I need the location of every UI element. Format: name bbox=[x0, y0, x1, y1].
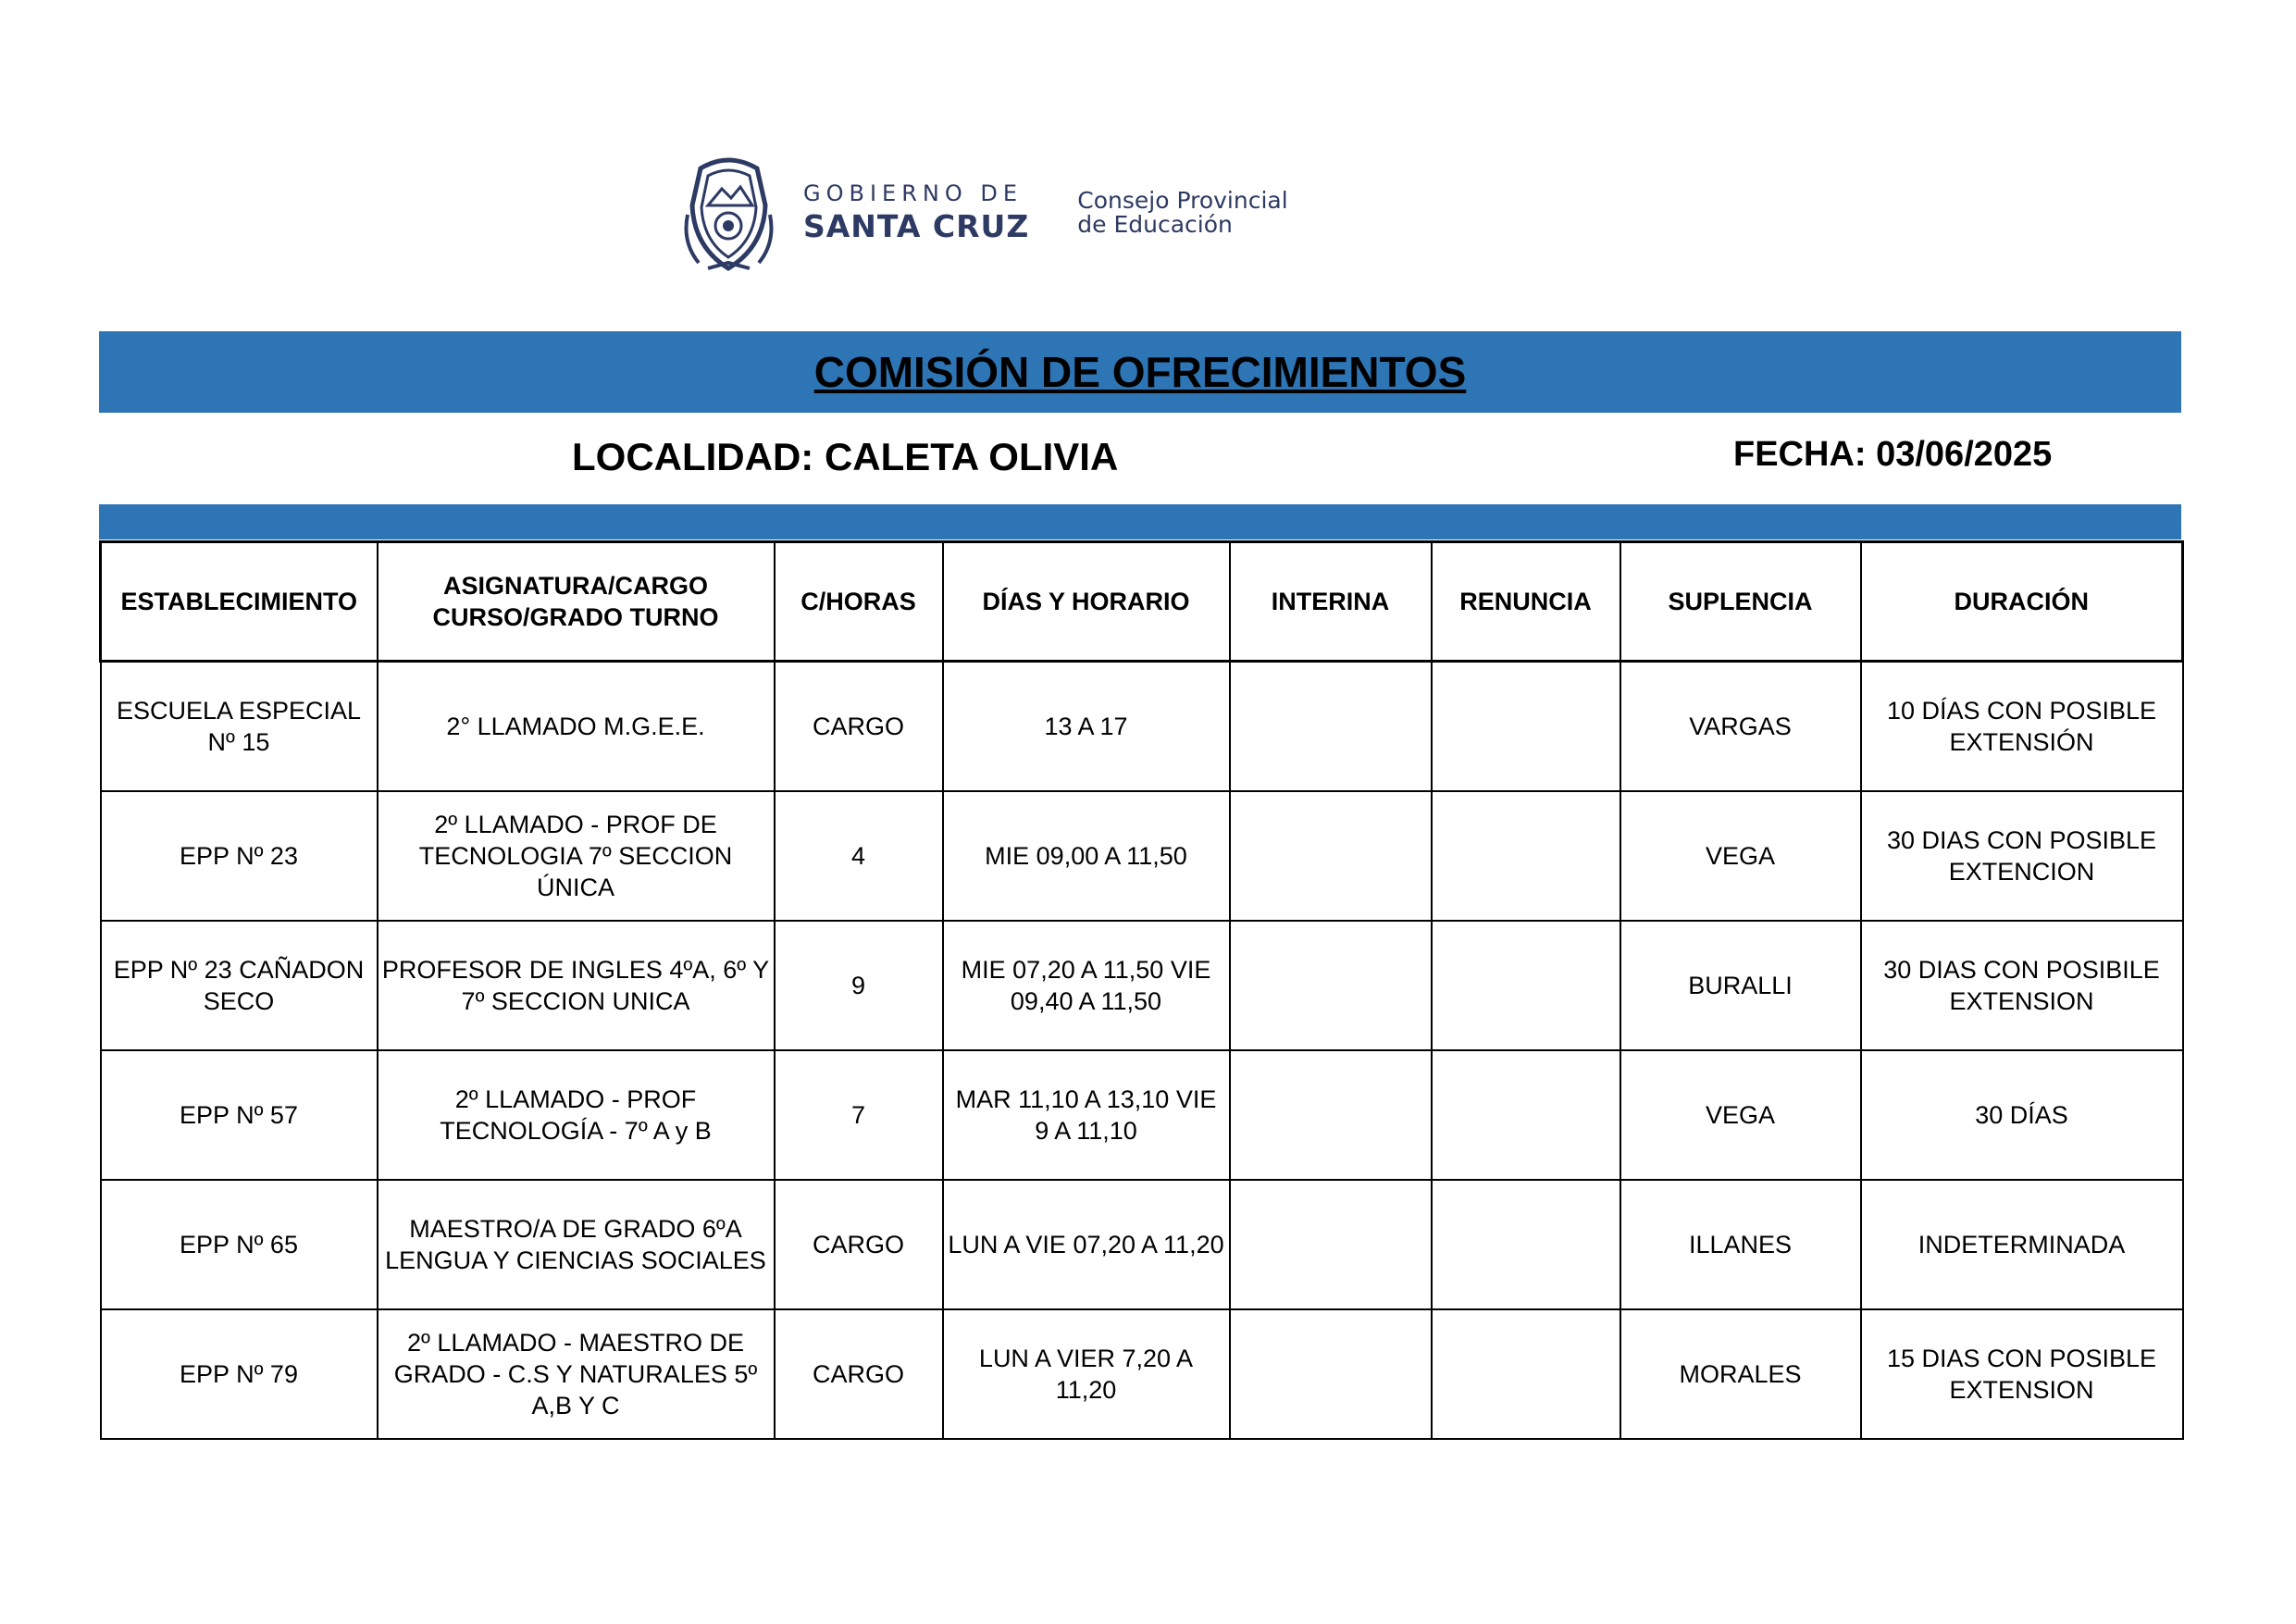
cell-interina bbox=[1230, 921, 1432, 1050]
cell-horas: CARGO bbox=[775, 662, 943, 792]
cell-interina bbox=[1230, 1180, 1432, 1309]
cell-duracion: 30 DÍAS bbox=[1861, 1050, 2183, 1180]
cell-duracion: 30 DIAS CON POSIBILE EXTENSION bbox=[1861, 921, 2183, 1050]
header-horas: C/HORAS bbox=[775, 542, 943, 662]
council-line2: de Educación bbox=[1077, 210, 1233, 238]
cell-renuncia bbox=[1432, 1309, 1620, 1439]
cell-dias-horario: MIE 09,00 A 11,50 bbox=[943, 791, 1230, 921]
cell-suplencia: VEGA bbox=[1620, 1050, 1861, 1180]
cell-horas: CARGO bbox=[775, 1309, 943, 1439]
gov-line2: SANTA CRUZ bbox=[803, 208, 1030, 244]
cell-duracion: 10 DÍAS CON POSIBLE EXTENSIÓN bbox=[1861, 662, 2183, 792]
table-row bbox=[101, 1050, 2183, 1180]
offers-table bbox=[99, 540, 2184, 1440]
cell-renuncia bbox=[1432, 791, 1620, 921]
province-seal-icon bbox=[680, 150, 777, 275]
cell-dias-horario: 13 A 17 bbox=[943, 662, 1230, 792]
header-establecimiento: ESTABLECIMIENTO bbox=[101, 542, 378, 662]
page-title: COMISIÓN DE OFRECIMIENTOS bbox=[813, 348, 1467, 396]
cell-asignatura: PROFESOR DE INGLES 4ºA, 6º Y 7º SECCION UNICA bbox=[378, 921, 775, 1050]
table-row bbox=[101, 1309, 2183, 1439]
cell-establecimiento: EPP Nº 57 bbox=[101, 1050, 378, 1180]
cell-horas: 4 bbox=[775, 791, 943, 921]
cell-establecimiento: EPP Nº 79 bbox=[101, 1309, 378, 1439]
cell-duracion: INDETERMINADA bbox=[1861, 1180, 2183, 1309]
cell-interina bbox=[1230, 791, 1432, 921]
table-row bbox=[101, 1180, 2183, 1309]
government-logo bbox=[680, 150, 1288, 275]
cell-suplencia: VEGA bbox=[1620, 791, 1861, 921]
cell-dias-horario: LUN A VIER 7,20 A 11,20 bbox=[943, 1309, 1230, 1439]
cell-asignatura: 2º LLAMADO - PROF DE TECNOLOGIA 7º SECCION ÚNICA bbox=[378, 791, 775, 921]
cell-asignatura: 2° LLAMADO M.G.E.E. bbox=[378, 662, 775, 792]
cell-suplencia: MORALES bbox=[1620, 1309, 1861, 1439]
cell-duracion: 30 DIAS CON POSIBLE EXTENCION bbox=[1861, 791, 2183, 921]
cell-dias-horario: LUN A VIE 07,20 A 11,20 bbox=[943, 1180, 1230, 1309]
cell-horas: 7 bbox=[775, 1050, 943, 1180]
council-line1: Consejo Provincial bbox=[1077, 186, 1288, 214]
header-duracion: DURACIÓN bbox=[1861, 542, 2183, 662]
cell-interina bbox=[1230, 1050, 1432, 1180]
table-top-bar bbox=[99, 504, 2181, 539]
cell-establecimiento: ESCUELA ESPECIAL Nº 15 bbox=[101, 662, 378, 792]
gov-line1: GOBIERNO DE bbox=[803, 180, 1023, 206]
cell-dias-horario: MAR 11,10 A 13,10 VIE 9 A 11,10 bbox=[943, 1050, 1230, 1180]
cell-renuncia bbox=[1432, 1050, 1620, 1180]
cell-renuncia bbox=[1432, 662, 1620, 792]
cell-interina bbox=[1230, 1309, 1432, 1439]
cell-horas: CARGO bbox=[775, 1180, 943, 1309]
cell-renuncia bbox=[1432, 921, 1620, 1050]
cell-dias-horario: MIE 07,20 A 11,50 VIE 09,40 A 11,50 bbox=[943, 921, 1230, 1050]
cell-suplencia: BURALLI bbox=[1620, 921, 1861, 1050]
table-row bbox=[101, 791, 2183, 921]
cell-establecimiento: EPP Nº 23 bbox=[101, 791, 378, 921]
cell-asignatura: 2º LLAMADO - PROF TECNOLOGÍA - 7º A y B bbox=[378, 1050, 775, 1180]
header-asignatura: ASIGNATURA/CARGO CURSO/GRADO TURNO bbox=[378, 542, 775, 662]
header-interina: INTERINA bbox=[1230, 542, 1432, 662]
cell-establecimiento: EPP Nº 65 bbox=[101, 1180, 378, 1309]
cell-horas: 9 bbox=[775, 921, 943, 1050]
cell-asignatura: 2º LLAMADO - MAESTRO DE GRADO - C.S Y NATURALES 5º A,B Y C bbox=[378, 1309, 775, 1439]
header-suplencia: SUPLENCIA bbox=[1620, 542, 1861, 662]
cell-interina bbox=[1230, 662, 1432, 792]
cell-suplencia: VARGAS bbox=[1620, 662, 1861, 792]
table-row bbox=[101, 921, 2183, 1050]
header-renuncia: RENUNCIA bbox=[1432, 542, 1620, 662]
header-dias-horario: DÍAS Y HORARIO bbox=[943, 542, 1230, 662]
locality-label: LOCALIDAD: CALETA OLIVIA bbox=[572, 435, 1119, 478]
cell-duracion: 15 DIAS CON POSIBLE EXTENSION bbox=[1861, 1309, 2183, 1439]
table-header-row bbox=[101, 542, 2183, 662]
date-label: FECHA: 03/06/2025 bbox=[1733, 435, 2053, 474]
cell-suplencia: ILLANES bbox=[1620, 1180, 1861, 1309]
cell-establecimiento: EPP Nº 23 CAÑADON SECO bbox=[101, 921, 378, 1050]
table-row bbox=[101, 662, 2183, 792]
cell-renuncia bbox=[1432, 1180, 1620, 1309]
title-band bbox=[99, 331, 2181, 413]
cell-asignatura: MAESTRO/A DE GRADO 6ºA LENGUA Y CIENCIAS SOCIALES bbox=[378, 1180, 775, 1309]
